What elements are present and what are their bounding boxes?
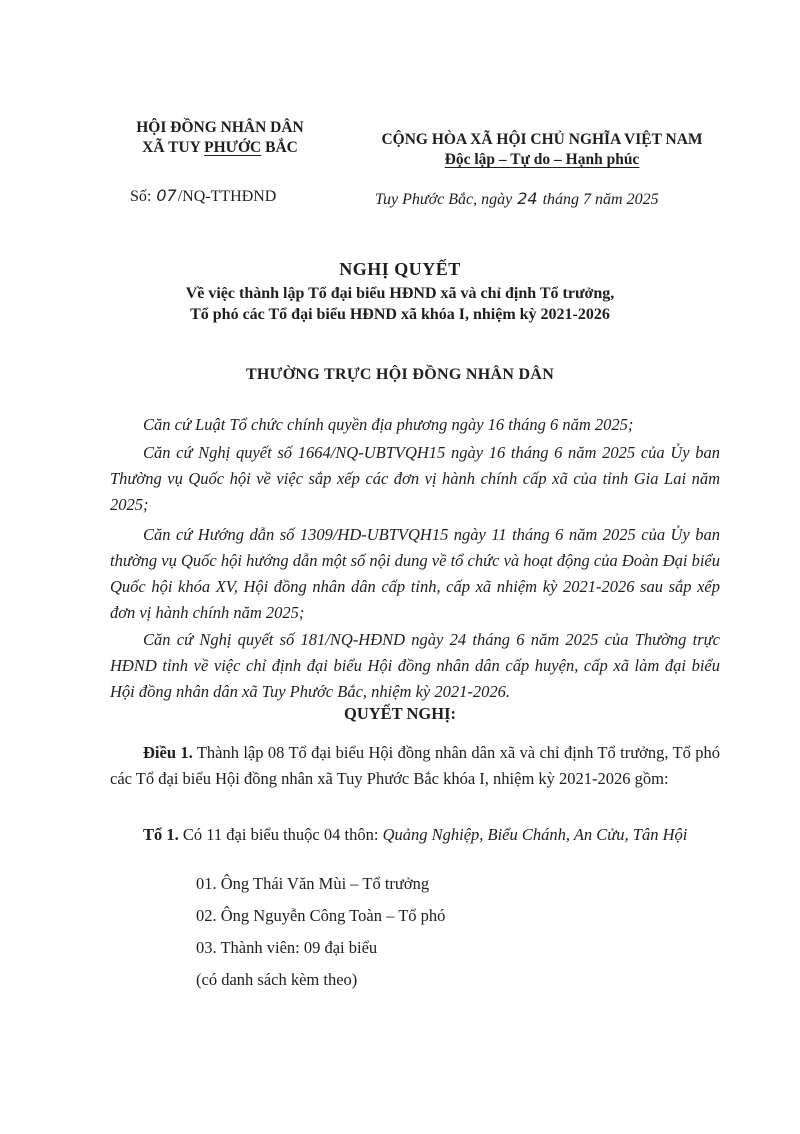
document-number: Số: 07/NQ-TTHĐND: [130, 186, 277, 205]
article-1-text: Thành lập 08 Tổ đại biểu Hội đồng nhân dân xã và chỉ định Tổ trưởng, Tổ phó các Tổ đại biểu Hội đồng nhân xã Tuy Phước Bắc khóa I, nhiệm kỳ 2021-2026 gồm:: [110, 743, 721, 788]
group-1-attachment-note: (có danh sách kèm theo): [196, 970, 358, 989]
legal-basis-3: Căn cứ Hướng dẫn số 1309/HD-UBTVQH15 ngày 11 tháng 6 năm 2025 của Ủy ban thường vụ Quốc hội hướng dẫn một số nội dung về tổ chức và hoạt động của Đoàn Đại biểu Quốc hội khóa XV, Hội đồng nhân dân cấp tỉnh, cấp xã nhiệm kỳ 2021-2026 sau sắp xếp đơn vị hành chính năm 2025;: [110, 525, 720, 622]
group-1: [110, 822, 720, 848]
underlined-word: PHƯỚC: [204, 139, 262, 156]
national-motto: Độc lập – Tự do – Hạnh phúc: [444, 151, 640, 168]
legal-basis-4: Căn cứ Nghị quyết số 181/NQ-HĐND ngày 24 tháng 6 năm 2025 của Thường trực HĐND tỉnh về việc chỉ định đại biểu Hội đồng nhân dân cấp huyện, cấp xã làm đại biểu Hội đồng nhân dân xã Tuy Phước Bắc, nhiệm kỳ 2021-2026.: [110, 630, 720, 701]
decision-heading: QUYẾT NGHỊ:: [343, 704, 456, 723]
place-and-date: Tuy Phước Bắc, ngày 24 tháng 7 năm 2025: [375, 189, 659, 208]
issuing-authority-line2: XÃ TUY PHƯỚC BẮC: [142, 139, 298, 156]
legal-basis-2: Căn cứ Nghị quyết số 1664/NQ-UBTVQH15 ngày 16 tháng 6 năm 2025 của Ủy ban Thường vụ Quốc hội về việc sắp xếp các đơn vị hành chính cấp xã của tỉnh Gia Lai năm 2025;: [110, 443, 720, 514]
document-title: NGHỊ QUYẾT: [339, 259, 461, 279]
document-subject-line2: Tổ phó các Tổ đại biểu HĐND xã khóa I, nhiệm kỳ 2021-2026: [190, 306, 610, 323]
legal-basis-1: Căn cứ Luật Tổ chức chính quyền địa phương ngày 16 tháng 6 năm 2025;: [143, 415, 634, 434]
group-1-member-leader: 01. Ông Thái Văn Mùi – Tổ trưởng: [196, 874, 430, 893]
national-title: CỘNG HÒA XÃ HỘI CHỦ NGHĨA VIỆT NAM: [381, 131, 703, 148]
issuer-heading: THƯỜNG TRỰC HỘI ĐỒNG NHÂN DÂN: [245, 366, 555, 383]
handwritten-number: 07: [156, 186, 177, 205]
document-subject-line1: Về việc thành lập Tổ đại biểu HĐND xã và chỉ định Tổ trưởng,: [185, 285, 615, 302]
national-header: [352, 130, 732, 170]
issuing-authority-line1: HỘI ĐỒNG NHÂN DÂN: [136, 119, 304, 136]
article-1: [110, 740, 720, 792]
article-1-label: Điều 1.: [143, 743, 193, 762]
issuing-authority: [105, 118, 335, 158]
group-1-members-count: 03. Thành viên: 09 đại biểu: [196, 938, 378, 957]
group-1-villages: Quảng Nghiệp, Biểu Chánh, An Cửu, Tân Hội: [382, 825, 688, 844]
group-1-text: Có 11 đại biểu thuộc 04 thôn:: [178, 825, 383, 844]
handwritten-day: 24: [517, 189, 538, 208]
group-1-label: Tổ 1.: [143, 825, 179, 844]
group-1-member-deputy: 02. Ông Nguyễn Công Toàn – Tổ phó: [196, 906, 446, 925]
